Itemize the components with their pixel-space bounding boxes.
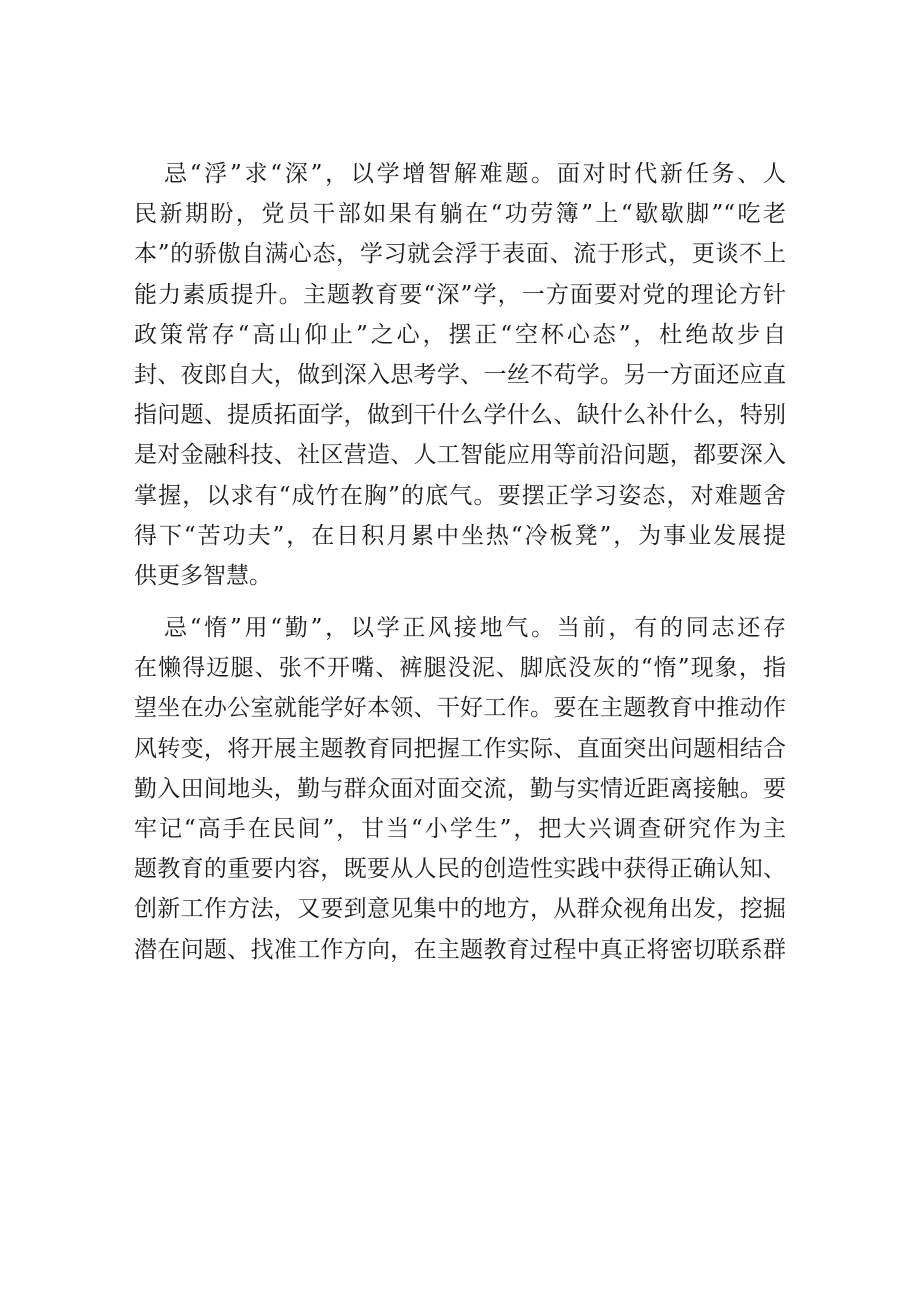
text-line: 本”的骄傲自满心态，学习就会浮于表面、流于形式，更谈不上: [134, 241, 786, 268]
text-line: 在懒得迈腿、张不开嘴、裤腿没泥、脚底没灰的“惰”现象，指: [134, 655, 786, 682]
text-line: 指问题、提质拓面学，做到干什么学什么、缺什么补什么，特别: [134, 402, 786, 429]
document-body: [134, 154, 786, 970]
text-line: 牢记“高手在民间”，甘当“小学生”，把大兴调查研究作为主: [134, 816, 786, 842]
text-line: 民新期盼，党员干部如果有躺在“功劳簿”上“歇歇脚”“吃老: [134, 201, 786, 228]
paragraph-2: [134, 608, 786, 970]
text-line: 是对金融科技、社区营造、人工智能应用等前沿问题，都要深入: [134, 442, 786, 469]
text-line: 风转变，将开展主题教育同把握工作实际、直面突出问题相结合: [134, 735, 786, 762]
text-line: 创新工作方法，又要到意见集中的地方，从群众视角出发，挖掘: [134, 896, 786, 923]
text-line: 封、夜郎自大，做到深入思考学、一丝不苟学。另一方面还应直: [134, 361, 786, 388]
text-line: 忌“惰”用“勤”，以学正风接地气。当前，有的同志还存: [164, 615, 786, 642]
text-line: 潜在问题、找准工作方向，在主题教育过程中真正将密切联系群: [134, 936, 786, 963]
text-line: 供更多智慧。: [134, 562, 272, 589]
paragraph-spacing: [134, 596, 786, 608]
text-line: 能力素质提升。主题教育要“深”学，一方面要对党的理论方针: [134, 281, 786, 308]
text-line: 掌握，以求有“成竹在胸”的底气。要摆正学习姿态，对难题舍: [134, 482, 786, 509]
paragraph-1: [134, 154, 786, 596]
text-line: 勤入田间地头，勤与群众面对面交流，勤与实情近距离接触。要: [134, 775, 786, 802]
text-line: 得下“苦功夫”，在日积月累中坐热“冷板凳”，为事业发展提: [134, 522, 786, 549]
text-line: 望坐在办公室就能学好本领、干好工作。要在主题教育中推动作: [134, 695, 786, 722]
text-line: 政策常存“高山仰止”之心，摆正“空杯心态”，杜绝故步自: [134, 321, 786, 348]
text-line: 题教育的重要内容，既要从人民的创造性实践中获得正确认知、: [134, 856, 786, 883]
text-line: 忌“浮”求“深”，以学增智解难题。面对时代新任务、人: [164, 161, 786, 187]
